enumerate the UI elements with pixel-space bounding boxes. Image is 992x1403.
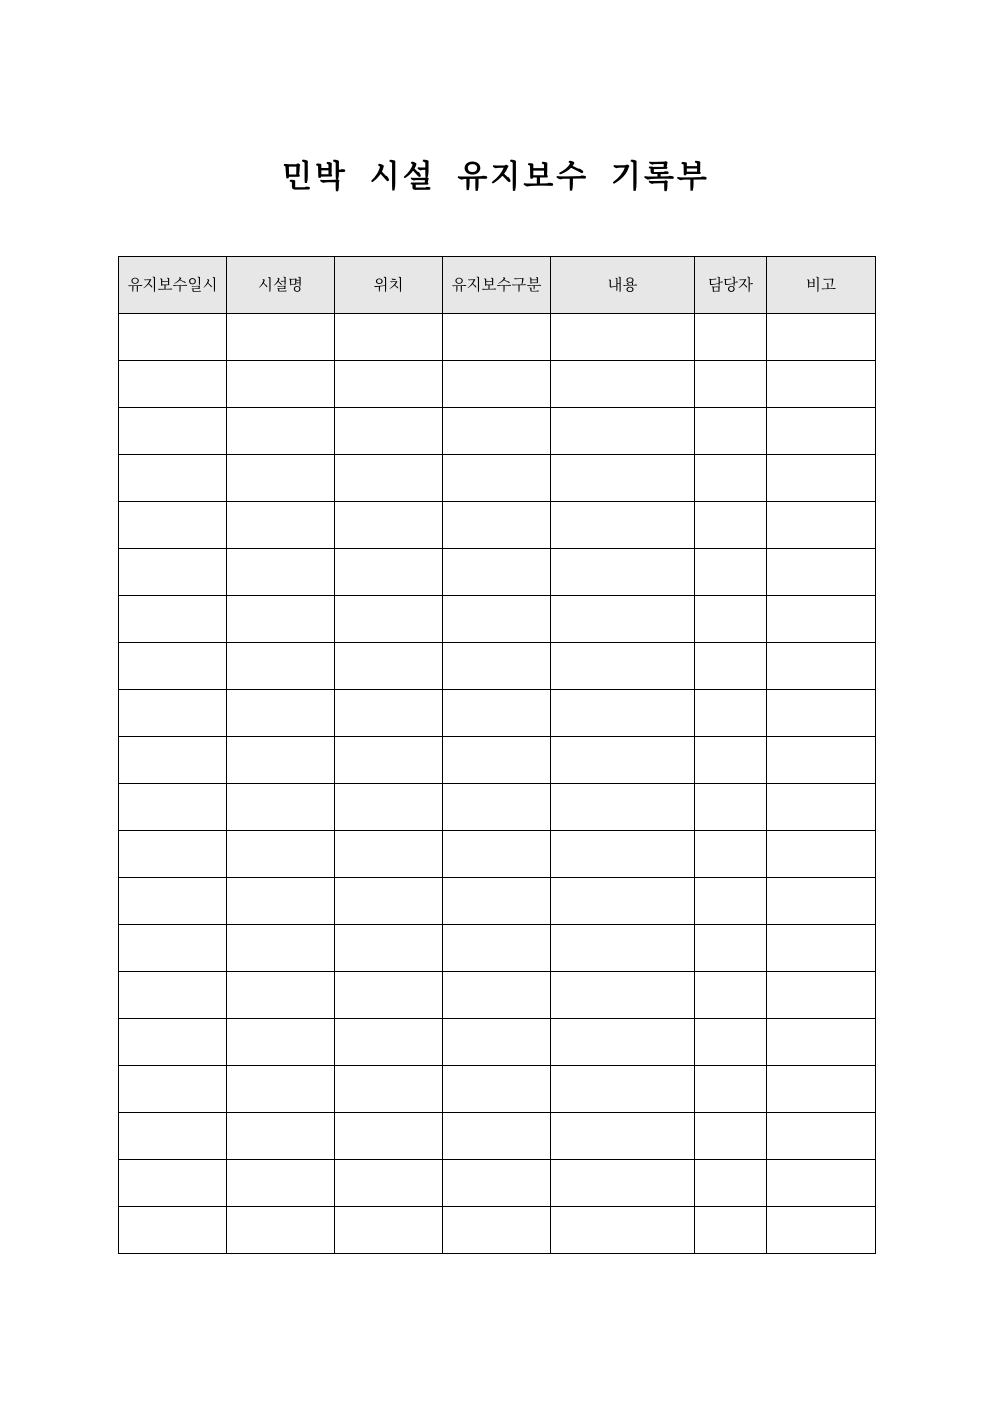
cell-location[interactable] bbox=[335, 1160, 443, 1207]
cell-date[interactable] bbox=[119, 1019, 227, 1066]
cell-location[interactable] bbox=[335, 831, 443, 878]
cell-category[interactable] bbox=[443, 455, 551, 502]
cell-manager[interactable] bbox=[695, 831, 767, 878]
cell-remarks[interactable] bbox=[767, 784, 876, 831]
cell-content[interactable] bbox=[551, 596, 695, 643]
cell-category[interactable] bbox=[443, 878, 551, 925]
cell-manager[interactable] bbox=[695, 784, 767, 831]
header-maintenance-category: 유지보수구분 bbox=[443, 257, 551, 314]
cell-location[interactable] bbox=[335, 925, 443, 972]
cell-date[interactable] bbox=[119, 549, 227, 596]
header-manager: 담당자 bbox=[695, 257, 767, 314]
table-row bbox=[119, 643, 876, 690]
cell-content[interactable] bbox=[551, 1066, 695, 1113]
table-row bbox=[119, 690, 876, 737]
cell-remarks[interactable] bbox=[767, 502, 876, 549]
table-row bbox=[119, 737, 876, 784]
cell-facility[interactable] bbox=[227, 784, 335, 831]
cell-manager[interactable] bbox=[695, 314, 767, 361]
cell-location[interactable] bbox=[335, 878, 443, 925]
cell-remarks[interactable] bbox=[767, 972, 876, 1019]
cell-content[interactable] bbox=[551, 549, 695, 596]
cell-manager[interactable] bbox=[695, 878, 767, 925]
cell-remarks[interactable] bbox=[767, 455, 876, 502]
cell-facility[interactable] bbox=[227, 502, 335, 549]
cell-location[interactable] bbox=[335, 596, 443, 643]
cell-manager[interactable] bbox=[695, 1019, 767, 1066]
cell-content[interactable] bbox=[551, 878, 695, 925]
document-title: 민박 시설 유지보수 기록부 bbox=[282, 158, 710, 195]
cell-remarks[interactable] bbox=[767, 1113, 876, 1160]
cell-remarks[interactable] bbox=[767, 1207, 876, 1254]
table-row bbox=[119, 1066, 876, 1113]
cell-manager[interactable] bbox=[695, 1113, 767, 1160]
cell-facility[interactable] bbox=[227, 596, 335, 643]
cell-category[interactable] bbox=[443, 596, 551, 643]
table-row bbox=[119, 361, 876, 408]
table-row bbox=[119, 1160, 876, 1207]
cell-category[interactable] bbox=[443, 1207, 551, 1254]
cell-content[interactable] bbox=[551, 737, 695, 784]
cell-content[interactable] bbox=[551, 1019, 695, 1066]
cell-date[interactable] bbox=[119, 784, 227, 831]
cell-content[interactable] bbox=[551, 314, 695, 361]
cell-date[interactable] bbox=[119, 831, 227, 878]
cell-manager[interactable] bbox=[695, 690, 767, 737]
cell-location[interactable] bbox=[335, 1019, 443, 1066]
cell-remarks[interactable] bbox=[767, 737, 876, 784]
cell-date[interactable] bbox=[119, 690, 227, 737]
cell-location[interactable] bbox=[335, 314, 443, 361]
table-row bbox=[119, 314, 876, 361]
cell-remarks[interactable] bbox=[767, 1066, 876, 1113]
cell-location[interactable] bbox=[335, 737, 443, 784]
cell-remarks[interactable] bbox=[767, 361, 876, 408]
cell-manager[interactable] bbox=[695, 643, 767, 690]
cell-content[interactable] bbox=[551, 972, 695, 1019]
table-row bbox=[119, 596, 876, 643]
cell-content[interactable] bbox=[551, 1207, 695, 1254]
cell-date[interactable] bbox=[119, 972, 227, 1019]
cell-remarks[interactable] bbox=[767, 690, 876, 737]
cell-category[interactable] bbox=[443, 549, 551, 596]
cell-facility[interactable] bbox=[227, 408, 335, 455]
cell-category[interactable] bbox=[443, 690, 551, 737]
table-row bbox=[119, 455, 876, 502]
header-location: 위치 bbox=[335, 257, 443, 314]
cell-remarks[interactable] bbox=[767, 408, 876, 455]
cell-date[interactable] bbox=[119, 596, 227, 643]
cell-category[interactable] bbox=[443, 1160, 551, 1207]
cell-manager[interactable] bbox=[695, 1066, 767, 1113]
cell-date[interactable] bbox=[119, 1113, 227, 1160]
cell-content[interactable] bbox=[551, 690, 695, 737]
cell-category[interactable] bbox=[443, 1066, 551, 1113]
cell-facility[interactable] bbox=[227, 925, 335, 972]
cell-category[interactable] bbox=[443, 408, 551, 455]
cell-facility[interactable] bbox=[227, 314, 335, 361]
table-row bbox=[119, 408, 876, 455]
cell-facility[interactable] bbox=[227, 1113, 335, 1160]
cell-facility[interactable] bbox=[227, 455, 335, 502]
cell-location[interactable] bbox=[335, 455, 443, 502]
cell-location[interactable] bbox=[335, 1066, 443, 1113]
cell-facility[interactable] bbox=[227, 737, 335, 784]
cell-facility[interactable] bbox=[227, 1019, 335, 1066]
cell-manager[interactable] bbox=[695, 737, 767, 784]
cell-remarks[interactable] bbox=[767, 596, 876, 643]
cell-remarks[interactable] bbox=[767, 314, 876, 361]
cell-category[interactable] bbox=[443, 784, 551, 831]
table-body bbox=[119, 314, 876, 1254]
cell-category[interactable] bbox=[443, 314, 551, 361]
cell-manager[interactable] bbox=[695, 549, 767, 596]
table-header-row bbox=[119, 257, 876, 314]
cell-remarks[interactable] bbox=[767, 549, 876, 596]
cell-location[interactable] bbox=[335, 972, 443, 1019]
cell-remarks[interactable] bbox=[767, 1019, 876, 1066]
cell-category[interactable] bbox=[443, 972, 551, 1019]
cell-remarks[interactable] bbox=[767, 1160, 876, 1207]
cell-location[interactable] bbox=[335, 549, 443, 596]
table-row bbox=[119, 925, 876, 972]
cell-content[interactable] bbox=[551, 502, 695, 549]
cell-date[interactable] bbox=[119, 925, 227, 972]
cell-category[interactable] bbox=[443, 502, 551, 549]
header-maintenance-date: 유지보수일시 bbox=[119, 257, 227, 314]
table-row bbox=[119, 784, 876, 831]
cell-facility[interactable] bbox=[227, 1160, 335, 1207]
cell-date[interactable] bbox=[119, 1160, 227, 1207]
cell-manager[interactable] bbox=[695, 455, 767, 502]
cell-facility[interactable] bbox=[227, 1207, 335, 1254]
cell-date[interactable] bbox=[119, 502, 227, 549]
header-remarks: 비고 bbox=[767, 257, 876, 314]
cell-content[interactable] bbox=[551, 361, 695, 408]
cell-location[interactable] bbox=[335, 784, 443, 831]
cell-manager[interactable] bbox=[695, 596, 767, 643]
cell-location[interactable] bbox=[335, 361, 443, 408]
cell-manager[interactable] bbox=[695, 1207, 767, 1254]
cell-content[interactable] bbox=[551, 408, 695, 455]
cell-category[interactable] bbox=[443, 1113, 551, 1160]
cell-remarks[interactable] bbox=[767, 925, 876, 972]
cell-content[interactable] bbox=[551, 455, 695, 502]
cell-facility[interactable] bbox=[227, 878, 335, 925]
cell-manager[interactable] bbox=[695, 1160, 767, 1207]
table-row bbox=[119, 972, 876, 1019]
cell-date[interactable] bbox=[119, 737, 227, 784]
cell-date[interactable] bbox=[119, 643, 227, 690]
header-content: 내용 bbox=[551, 257, 695, 314]
cell-date[interactable] bbox=[119, 361, 227, 408]
cell-content[interactable] bbox=[551, 784, 695, 831]
cell-content[interactable] bbox=[551, 643, 695, 690]
table-row bbox=[119, 1113, 876, 1160]
cell-location[interactable] bbox=[335, 643, 443, 690]
cell-manager[interactable] bbox=[695, 925, 767, 972]
cell-manager[interactable] bbox=[695, 502, 767, 549]
cell-location[interactable] bbox=[335, 1207, 443, 1254]
cell-category[interactable] bbox=[443, 361, 551, 408]
cell-location[interactable] bbox=[335, 1113, 443, 1160]
cell-facility[interactable] bbox=[227, 549, 335, 596]
cell-location[interactable] bbox=[335, 502, 443, 549]
cell-date[interactable] bbox=[119, 455, 227, 502]
cell-category[interactable] bbox=[443, 643, 551, 690]
table-row bbox=[119, 1019, 876, 1066]
cell-location[interactable] bbox=[335, 408, 443, 455]
cell-date[interactable] bbox=[119, 878, 227, 925]
cell-facility[interactable] bbox=[227, 690, 335, 737]
cell-location[interactable] bbox=[335, 690, 443, 737]
cell-manager[interactable] bbox=[695, 361, 767, 408]
cell-content[interactable] bbox=[551, 1160, 695, 1207]
cell-category[interactable] bbox=[443, 831, 551, 878]
table-row bbox=[119, 878, 876, 925]
maintenance-log-table bbox=[118, 256, 876, 1254]
table-row bbox=[119, 1207, 876, 1254]
cell-content[interactable] bbox=[551, 1113, 695, 1160]
cell-remarks[interactable] bbox=[767, 831, 876, 878]
cell-remarks[interactable] bbox=[767, 878, 876, 925]
table-row bbox=[119, 549, 876, 596]
cell-manager[interactable] bbox=[695, 408, 767, 455]
cell-facility[interactable] bbox=[227, 831, 335, 878]
cell-facility[interactable] bbox=[227, 643, 335, 690]
cell-remarks[interactable] bbox=[767, 643, 876, 690]
cell-category[interactable] bbox=[443, 1019, 551, 1066]
cell-content[interactable] bbox=[551, 925, 695, 972]
header-facility-name: 시설명 bbox=[227, 257, 335, 314]
cell-manager[interactable] bbox=[695, 972, 767, 1019]
table-row bbox=[119, 502, 876, 549]
cell-facility[interactable] bbox=[227, 361, 335, 408]
cell-facility[interactable] bbox=[227, 972, 335, 1019]
cell-date[interactable] bbox=[119, 1207, 227, 1254]
table-row bbox=[119, 831, 876, 878]
cell-date[interactable] bbox=[119, 314, 227, 361]
cell-category[interactable] bbox=[443, 925, 551, 972]
cell-content[interactable] bbox=[551, 831, 695, 878]
cell-date[interactable] bbox=[119, 1066, 227, 1113]
cell-category[interactable] bbox=[443, 737, 551, 784]
cell-date[interactable] bbox=[119, 408, 227, 455]
cell-facility[interactable] bbox=[227, 1066, 335, 1113]
